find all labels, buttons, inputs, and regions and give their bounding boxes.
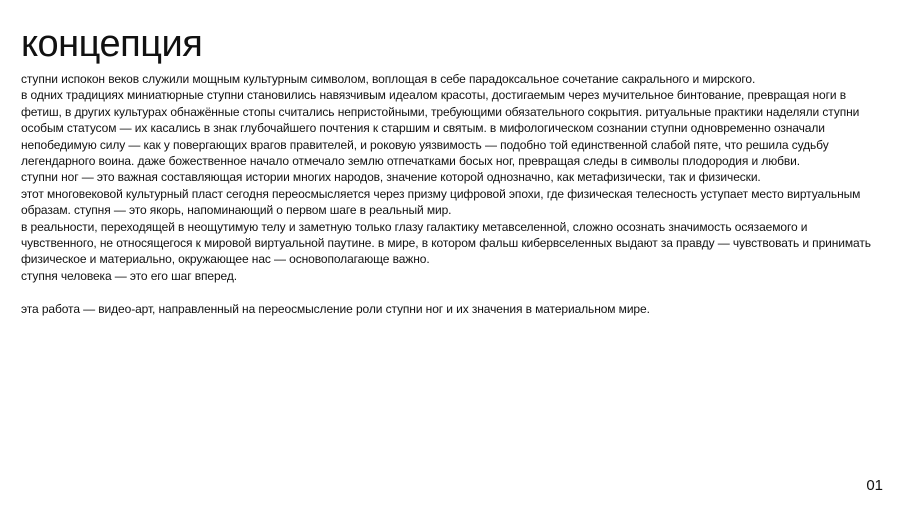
- concept-text: [21, 71, 876, 317]
- paragraph: в реальности, переходящей в неощутимую телу и заметную только глазу галактику метавселенной, сложно осознать значимость осязаемого и чувственного, не относящегося к мировой виртуальной паутине. в мире, в котором фальш кибервселенных выдают за правду — чувствовать и принимать физическое и материально, окружающее нас — основополагающе важно.: [21, 219, 871, 267]
- slide-title: концепция: [21, 23, 203, 65]
- closing-paragraph: эта работа — видео-арт, направленный на переосмысление роли ступни ног и их значения в материальном мире.: [21, 301, 650, 316]
- paragraph: ступня человека — это его шаг вперед.: [21, 268, 237, 283]
- page-number: 01: [866, 477, 883, 494]
- paragraph-spacer: [21, 284, 876, 300]
- paragraph: ступни испокон веков служили мощным культурным символом, воплощая в себе парадоксальное сочетание сакрального и мирского.: [21, 72, 756, 86]
- paragraph: ступни ног — это важная составляющая истории многих народов, значение которой однозначно, как метафизически, так и физически.: [21, 170, 761, 185]
- paragraph: в одних традициях миниатюрные ступни становились навязчивым идеалом красоты, достигаемым через мучительное бинтование, превращая ноги в фетиш, в других культурах обнажённые стопы считались непристойными, требующими обязательного сокрытия. ритуальные практики наделяли ступни особым статусом — их касались в знак глубочайшего почтения к старшим и святым. в мифологическом сознании ступни одновременно означали непобедимую силу — как у повергающих врагов правителей, и роковую уязвимость — подобно той единственной слабой пяте, что решила судьбу легендарного воина. даже божественное начало отмечало землю отпечатками босых ног, превращая следы в символы плодородия и любви.: [21, 88, 860, 169]
- paragraph: этот многовековой культурный пласт сегодня переосмысляется через призму цифровой эпохи, где физическая телесность уступает место виртуальным образам. ступня — это якорь, напоминающий о первом шаге в реальный мир.: [21, 186, 861, 218]
